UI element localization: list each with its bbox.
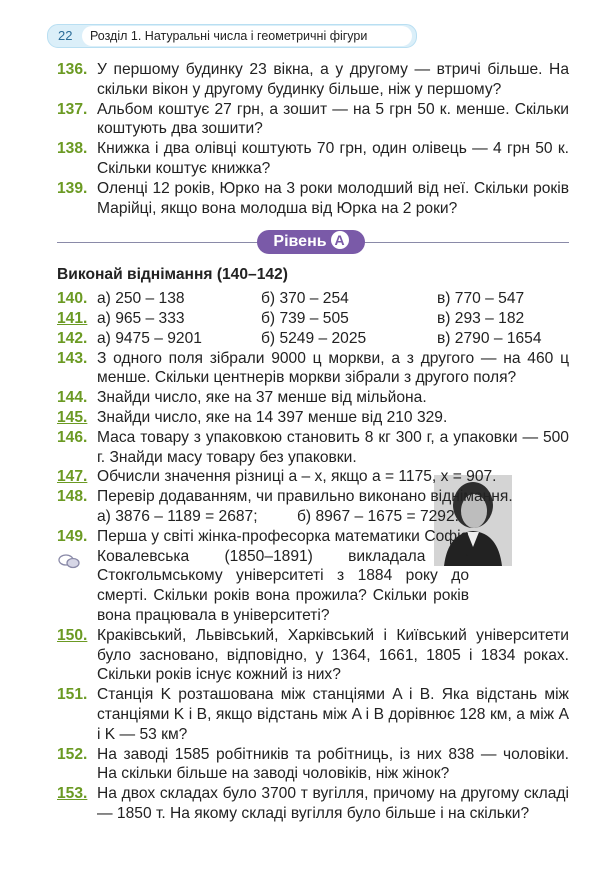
problem-text: Оленці 12 років, Юрко на 3 роки молодший від неї. Скільки років Марійці, якщо вона молодша від Юрка на 2 роки?	[97, 179, 569, 217]
level-letter: А	[331, 231, 349, 249]
problem-147	[57, 467, 569, 487]
problem-number: 148.	[57, 488, 88, 506]
problem-number: 136.	[57, 61, 88, 78]
problem-number: 150.	[57, 626, 88, 644]
page-number: 22	[58, 28, 73, 43]
page-content	[57, 60, 569, 824]
exercise-141	[57, 309, 569, 329]
problem-text: Перша у світі жінка-професорка математики Софія Ковалевська (1850–1891) викладала в Стокгольмському університеті з 1884 року до смерті. Скільки років вона прожила? Скільки років вона працювала в університеті?	[97, 527, 469, 624]
problem-146	[57, 428, 569, 468]
problem-number: 145.	[57, 408, 88, 426]
problem-152	[57, 745, 569, 785]
problem-text: Альбом коштує 27 грн, а зошит — на 5 грн 50 к. менше. Скільки коштують два зошити?	[97, 100, 569, 138]
problem-text: Краківський, Львівський, Харківський і Київський університети було засновано, відповідно, у 1364, 1661, 1805 і 1834 роках. Скільки років існує кожний із них?	[97, 626, 569, 684]
page-header	[47, 24, 417, 48]
exercise-b: б) 5249 – 2025	[261, 329, 367, 347]
exercise-c: в) 2790 – 1654	[437, 329, 542, 347]
problem-137	[57, 100, 569, 140]
problem-text: Знайди число, яке на 37 менше від мільйона.	[97, 389, 427, 407]
problem-text: З одного поля зібрали 9000 ц моркви, а з другого — на 460 ц менше. Скільки центнерів моркви зібрали з другого поля?	[97, 349, 569, 387]
problem-number: 142.	[57, 329, 88, 347]
problem-144	[57, 388, 569, 408]
equation-a: а) 3876 – 1189 = 2687;	[97, 507, 258, 525]
problem-number: 153.	[57, 785, 88, 803]
problem-136	[57, 60, 569, 100]
problem-text: Станція K розташована між станціями A і B. Яка відстань між станціями K і B, якщо відстань між A і B дорівнює 128 км, а між A і K — 53 км?	[97, 686, 569, 743]
problem-number: 139.	[57, 179, 88, 197]
section-heading: Виконай віднімання (140–142)	[57, 266, 288, 284]
problem-number: 141.	[57, 309, 88, 327]
problem-number: 137.	[57, 100, 88, 118]
level-label: Рівень	[273, 233, 327, 251]
problem-150	[57, 626, 569, 685]
exercise-a: а) 9475 – 9201	[97, 329, 202, 347]
equation-b: б) 8967 – 1675 = 7292.	[297, 507, 459, 525]
problem-139	[57, 179, 569, 219]
level-divider	[57, 224, 569, 264]
problem-text: Перевір додаванням, чи правильно виконано віднімання.	[97, 488, 513, 506]
problem-number: 138.	[57, 140, 88, 158]
problem-143	[57, 349, 569, 389]
problem-145	[57, 408, 569, 428]
problem-number: 143.	[57, 349, 88, 367]
exercise-a: а) 965 – 333	[97, 309, 185, 327]
exercise-b: б) 370 – 254	[261, 290, 349, 308]
problem-148	[57, 487, 569, 527]
exercise-a: а) 250 – 138	[97, 290, 185, 308]
exercise-142	[57, 329, 569, 349]
problem-number: 144.	[57, 389, 88, 407]
exercise-c: в) 770 – 547	[437, 290, 525, 308]
problem-text: У першому будинку 23 вікна, а у другому — втричі більше. На скільки вікон у другому будинку більше, ніж у першому?	[97, 61, 569, 98]
problem-text: Обчисли значення різниці a – x, якщо a = 1175, x = 907.	[97, 468, 497, 486]
problem-text: На двох складах було 3700 т вугілля, причому на другому складі — 1850 т. На якому складі вугілля було більше і на скільки?	[97, 785, 569, 822]
problem-number: 140.	[57, 290, 88, 308]
exercise-140	[57, 289, 569, 309]
level-badge	[257, 230, 365, 254]
exercise-b: б) 739 – 505	[261, 309, 349, 327]
problem-number: 146.	[57, 428, 88, 446]
problem-number: 152.	[57, 745, 88, 763]
problem-text: Маса товару з упаковкою становить 8 кг 300 г, а упаковки — 500 г. Знайди масу товару без упаковки.	[97, 428, 569, 466]
problem-number: 149.	[57, 527, 88, 545]
problem-text: Книжка і два олівці коштують 70 грн, один олівець — 4 грн 50 к. Скільки коштує книжка?	[97, 140, 569, 177]
problem-153	[57, 784, 569, 824]
problem-149	[57, 527, 569, 626]
chapter-title: Розділ 1. Натуральні числа і геометричні фігури	[82, 26, 412, 46]
problem-number: 151.	[57, 686, 88, 704]
problem-138	[57, 139, 569, 179]
problem-text: На заводі 1585 робітників та робітниць, із них 838 — чоловіки. На скільки більше на заводі чоловіків, ніж жінок?	[97, 745, 569, 783]
problem-number: 147.	[57, 468, 88, 486]
problem-151	[57, 685, 569, 744]
problem-text: Знайди число, яке на 14 397 менше від 210 329.	[97, 408, 448, 426]
exercise-c: в) 293 – 182	[437, 309, 525, 327]
